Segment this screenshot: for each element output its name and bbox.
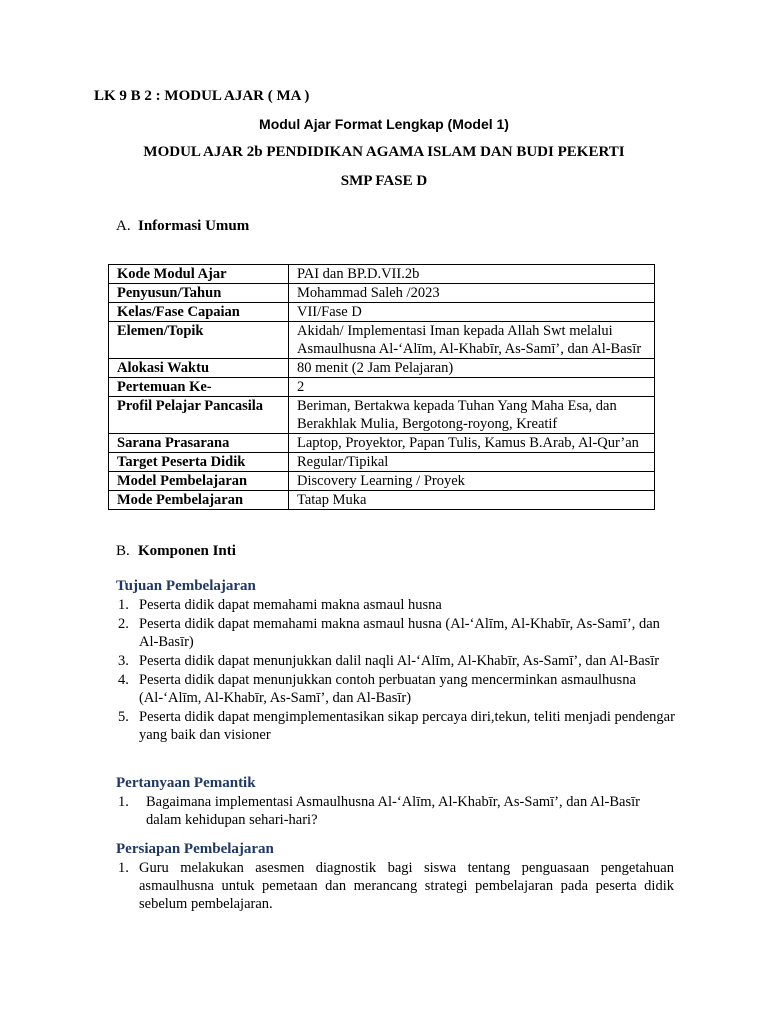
table-row <box>109 491 655 510</box>
table-row <box>109 322 655 359</box>
item-text: Peserta didik dapat memahami makna asmaul husna (Al-‘Alīm, Al-Khabīr, As-Samī’, dan Al-Basīr) <box>139 616 660 650</box>
item-text: Peserta didik dapat memahami makna asmaul husna <box>139 597 442 613</box>
section-b-title: Komponen Inti <box>138 543 236 559</box>
info-key: Sarana Prasarana <box>109 434 289 453</box>
section-a-title: Informasi Umum <box>138 218 250 234</box>
pemantik-list <box>118 793 658 829</box>
table-row <box>109 472 655 491</box>
table-row <box>109 265 655 284</box>
list-item <box>118 708 678 744</box>
persiapan-list <box>118 859 674 913</box>
item-number: 2. <box>118 616 129 632</box>
info-key: Kelas/Fase Capaian <box>109 303 289 322</box>
table-row <box>109 378 655 397</box>
info-value: Regular/Tipikal <box>289 453 655 472</box>
list-item <box>118 615 678 651</box>
document-title-level: SMP FASE D <box>340 173 428 189</box>
info-value: Tatap Muka <box>289 491 655 510</box>
item-text: Guru melakukan asesmen diagnostik bagi siswa tentang penguasaan pengetahuan asmaulhusna untuk pemetaan dan merancang strategi pembelajaran pada peserta didik sebelum pembelajaran. <box>139 860 674 912</box>
list-item <box>118 652 678 670</box>
item-number: 1. <box>118 860 129 876</box>
persiapan-heading: Persiapan Pembelajaran <box>116 841 274 857</box>
info-value: 80 menit (2 Jam Pelajaran) <box>289 359 655 378</box>
info-value: Discovery Learning / Proyek <box>289 472 655 491</box>
info-key: Target Peserta Didik <box>109 453 289 472</box>
info-value: Mohammad Saleh /2023 <box>289 284 655 303</box>
section-a-letter: A. <box>116 218 131 234</box>
info-value: Beriman, Bertakwa kepada Tuhan Yang Maha Esa, dan Berakhlak Mulia, Bergotong-royong, Kreatif <box>289 397 655 434</box>
worksheet-label: LK 9 B 2 : MODUL AJAR ( MA ) <box>94 88 310 104</box>
item-text: Bagaimana implementasi Asmaulhusna Al-‘Alīm, Al-Khabīr, As-Samī’, dan Al-Basīr dalam kehidupan sehari-hari? <box>146 794 640 828</box>
info-table <box>108 264 655 510</box>
document-subtitle: Modul Ajar Format Lengkap (Model 1) <box>259 116 509 132</box>
table-row <box>109 397 655 434</box>
item-number: 4. <box>118 672 129 688</box>
item-text: Peserta didik dapat menunjukkan contoh perbuatan yang mencerminkan asmaulhusna (Al-‘Alīm, Al-Khabīr, As-Samī’, dan Al-Basīr) <box>139 672 636 706</box>
item-text: Peserta didik dapat mengimplementasikan sikap percaya diri,tekun, teliti menjadi pendengar yang baik dan visioner <box>139 709 675 743</box>
info-value: PAI dan BP.D.VII.2b <box>289 265 655 284</box>
item-number: 1. <box>118 794 129 810</box>
table-row <box>109 453 655 472</box>
info-value: VII/Fase D <box>289 303 655 322</box>
tujuan-heading: Tujuan Pembelajaran <box>116 578 256 594</box>
section-b-heading <box>116 543 236 560</box>
section-b-letter: B. <box>116 543 130 559</box>
table-row <box>109 359 655 378</box>
tujuan-list <box>118 596 678 745</box>
list-item <box>118 671 678 707</box>
info-value: 2 <box>289 378 655 397</box>
info-key: Pertemuan Ke- <box>109 378 289 397</box>
table-row <box>109 434 655 453</box>
info-value: Akidah/ Implementasi Iman kepada Allah Swt melalui Asmaulhusna Al-‘Alīm, Al-Khabīr, As-Samī’, dan Al-Basīr <box>289 322 655 359</box>
item-number: 1. <box>118 597 129 613</box>
item-number: 5. <box>118 709 129 725</box>
list-item <box>118 596 678 614</box>
table-row <box>109 303 655 322</box>
list-item <box>118 793 658 829</box>
item-text: Peserta didik dapat menunjukkan dalil naqli Al-‘Alīm, Al-Khabīr, As-Samī’, dan Al-Basīr <box>139 653 660 669</box>
document-title: MODUL AJAR 2b PENDIDIKAN AGAMA ISLAM DAN BUDI PEKERTI <box>143 144 625 160</box>
info-key: Elemen/Topik <box>109 322 289 359</box>
table-row <box>109 284 655 303</box>
list-item <box>118 859 674 913</box>
info-value: Laptop, Proyektor, Papan Tulis, Kamus B.Arab, Al-Qur’an <box>289 434 655 453</box>
section-a-heading <box>116 218 249 235</box>
item-number: 3. <box>118 653 129 669</box>
info-key: Model Pembelajaran <box>109 472 289 491</box>
pemantik-heading: Pertanyaan Pemantik <box>116 775 256 791</box>
info-key: Profil Pelajar Pancasila <box>109 397 289 434</box>
info-key: Alokasi Waktu <box>109 359 289 378</box>
info-key: Penyusun/Tahun <box>109 284 289 303</box>
info-key: Mode Pembelajaran <box>109 491 289 510</box>
info-key: Kode Modul Ajar <box>109 265 289 284</box>
